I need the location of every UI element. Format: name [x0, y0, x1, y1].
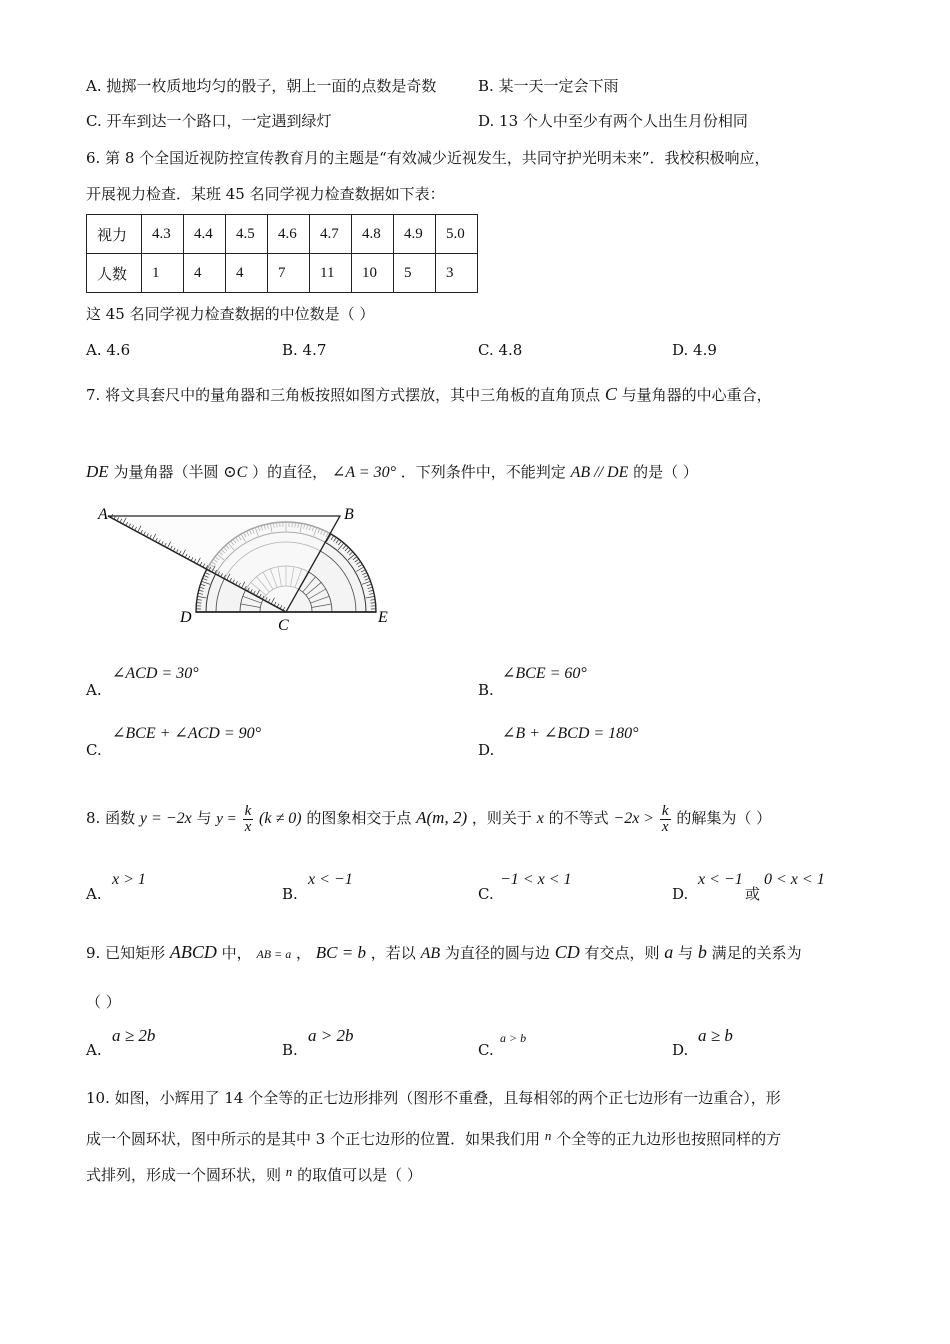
q9-text: 有交点，则 [584, 944, 660, 962]
q10-text: 式排列，形成一个圆环状，则 [86, 1166, 282, 1184]
q8-func-2-lhs: y = [216, 811, 237, 827]
q7-option-d-letter: D. [478, 741, 495, 759]
label-a: A [98, 506, 108, 523]
q6-option-c: C. 4.8 [478, 341, 523, 359]
q8-inequality-lhs: −2x > [613, 810, 655, 827]
q8-text: 的不等式 [548, 809, 609, 827]
q9-seg-ab: AB [420, 945, 441, 962]
table-cell: 4.8 [352, 215, 394, 254]
q10-stem-line2 [86, 1126, 781, 1149]
q9-option-c-expr: a > b [500, 1031, 527, 1045]
q9-text: 中， [221, 944, 252, 962]
q7-text: 7. 将文具套尺中的量角器和三角板按照如图方式摆放，其中三角板的直角顶点 [86, 386, 601, 404]
q7-angle-a: ∠A = 30° [331, 464, 396, 481]
q7-option-a-expr: ∠ACD = 30° [112, 665, 199, 682]
q10-stem-line3 [86, 1162, 422, 1185]
table-cell: 4.5 [226, 215, 268, 254]
table-cell: 4.9 [394, 215, 436, 254]
q10-text: 个全等的正九边形也按照同样的方 [556, 1130, 782, 1148]
q8-text: 的图象相交于点 [306, 809, 412, 827]
q7-seg-de: DE [86, 462, 109, 481]
table-cell: 5.0 [436, 215, 478, 254]
q8-condition: (k ≠ 0) [259, 810, 302, 827]
table-cell: 4 [226, 254, 268, 293]
q7-option-c-letter: C. [86, 741, 102, 759]
q9-text: ， [296, 944, 312, 962]
q9-option-d-expr: a ≥ b [698, 1026, 733, 1045]
q8-ineq-fraction [660, 804, 671, 835]
table-cell: 7 [268, 254, 310, 293]
q9-option-b-expr: a > 2b [308, 1026, 354, 1045]
q7-option-a-letter: A. [86, 681, 102, 699]
q9-text: 为直径的圆与边 [444, 944, 550, 962]
q9-text: 9. 已知矩形 [86, 944, 166, 962]
table-row [87, 254, 478, 293]
q9-option-d-letter: D. [672, 1041, 689, 1059]
q5-option-a: A. 抛掷一枚质地均匀的骰子，朝上一面的点数是奇数 [86, 77, 437, 95]
q8-text: 的解集为（ ） [676, 809, 772, 827]
q9-var-a: a [664, 942, 674, 962]
label-b: B [344, 506, 354, 523]
q9-text: ，若以 [370, 944, 416, 962]
q10-stem-line1: 10. 如图，小辉用了 14 个全等的正七边形排列（图形不重叠，且每相邻的两个正七边形有一边重合），形 [86, 1089, 781, 1107]
q6-stem-line2: 开展视力检查．某班 45 名同学视力检查数据如下表： [86, 185, 445, 203]
table-cell: 4.6 [268, 215, 310, 254]
q9-option-a-letter: A. [86, 1041, 102, 1059]
table-header-vision: 视力 [87, 215, 142, 254]
q7-parallel: AB // DE [570, 464, 629, 481]
q8-option-c-letter: C. [478, 885, 494, 903]
q6-question: 这 45 名同学视力检查数据的中位数是（ ） [86, 305, 375, 323]
label-d: D [180, 609, 192, 626]
q8-text: ，则关于 [471, 809, 532, 827]
q10-text: 的取值可以是（ ） [297, 1166, 422, 1184]
q9-var-b: b [697, 942, 707, 962]
label-e: E [378, 609, 388, 626]
q8-option-b-letter: B. [282, 885, 298, 903]
q7-option-d-expr: ∠B + ∠BCD = 180° [502, 725, 639, 742]
q8-stem [86, 800, 771, 837]
q9-text: 满足的关系为 [711, 944, 802, 962]
q9-option-c-letter: C. [478, 1041, 494, 1059]
q10-var-n: n [544, 1128, 552, 1143]
q5-option-b: B. 某一天一定会下雨 [478, 77, 619, 95]
q8-point: A(m, 2) [416, 808, 468, 827]
table-cell: 1 [142, 254, 184, 293]
q10-var-n: n [285, 1164, 293, 1179]
q8-text: 8. 函数 [86, 809, 136, 827]
q9-option-a-expr: a ≥ 2b [112, 1026, 156, 1045]
q6-stem-line1: 6. 第 8 个全国近视防控宣传教育月的主题是“有效减少近视发生，共同守护光明未来”．我校积极响应， [86, 149, 770, 167]
table-cell: 4.4 [184, 215, 226, 254]
q9-bc-eq-b: BC = b [315, 943, 366, 962]
q9-option-b-letter: B. [282, 1041, 298, 1059]
table-cell: 10 [352, 254, 394, 293]
q10-text: 成一个圆环状，图中所示的是其中 3 个正七边形的位置．如果我们用 [86, 1130, 541, 1148]
q9-paren: （ ） [86, 993, 121, 1011]
table-cell: 3 [436, 254, 478, 293]
q7-option-c-expr: ∠BCE + ∠ACD = 90° [112, 725, 262, 742]
q8-fraction [243, 804, 254, 835]
q8-option-d-letter: D. [672, 885, 689, 903]
q9-seg-cd: CD [554, 942, 580, 962]
q9-stem-line1 [86, 942, 802, 964]
q7-stem-line1 [86, 384, 772, 405]
q9-rect: ABCD [169, 942, 217, 962]
table-cell: 4.7 [310, 215, 352, 254]
table-cell: 4.3 [142, 215, 184, 254]
q7-text: 为量角器（半圆 [113, 463, 219, 481]
q8-text: 与 [196, 809, 212, 827]
q8-frac-num: k [244, 802, 252, 819]
vision-table [86, 214, 478, 293]
protractor-triangle-figure [94, 500, 394, 630]
q6-option-b: B. 4.7 [282, 341, 327, 359]
q7-text: ）的直径， [252, 463, 328, 481]
q8-option-a-letter: A. [86, 885, 102, 903]
q9-text: 与 [678, 944, 694, 962]
q7-option-b-expr: ∠BCE = 60° [502, 665, 587, 682]
table-row [87, 215, 478, 254]
q8-frac-den: x [661, 818, 669, 835]
q7-var-c: C [604, 384, 617, 404]
q8-option-b-expr: x < −1 [308, 871, 353, 888]
q8-frac-den: x [244, 818, 252, 835]
q6-option-a: A. 4.6 [86, 341, 131, 359]
q8-option-d-or: 或 [745, 885, 761, 903]
table-cell: 4 [184, 254, 226, 293]
q7-text: 的是（ ） [633, 463, 698, 481]
q8-var-x: x [536, 810, 544, 827]
q6-option-d: D. 4.9 [672, 341, 717, 359]
q7-stem-line2 [86, 462, 698, 483]
q5-option-c: C. 开车到达一个路口，一定遇到绿灯 [86, 112, 332, 130]
q8-func-1: y = −2x [139, 810, 192, 827]
q7-circle-c: ⊙C [223, 464, 248, 481]
table-header-count: 人数 [87, 254, 142, 293]
q8-option-d-expr: x < −1 [698, 871, 743, 888]
q8-option-d-expr2: 0 < x < 1 [764, 871, 825, 888]
q8-frac-num: k [661, 802, 669, 819]
q8-option-a-expr: x > 1 [112, 871, 146, 888]
q7-text: 与量角器的中心重合， [621, 386, 772, 404]
q9-ab-eq-a: AB = a [256, 947, 292, 961]
q5-option-d: D. 13 个人中至少有两个人出生月份相同 [478, 112, 748, 130]
q8-option-c-expr: −1 < x < 1 [500, 871, 572, 888]
q7-option-b-letter: B. [478, 681, 494, 699]
table-cell: 5 [394, 254, 436, 293]
label-c: C [278, 617, 289, 630]
q7-text: ．下列条件中，不能判定 [400, 463, 566, 481]
table-cell: 11 [310, 254, 352, 293]
